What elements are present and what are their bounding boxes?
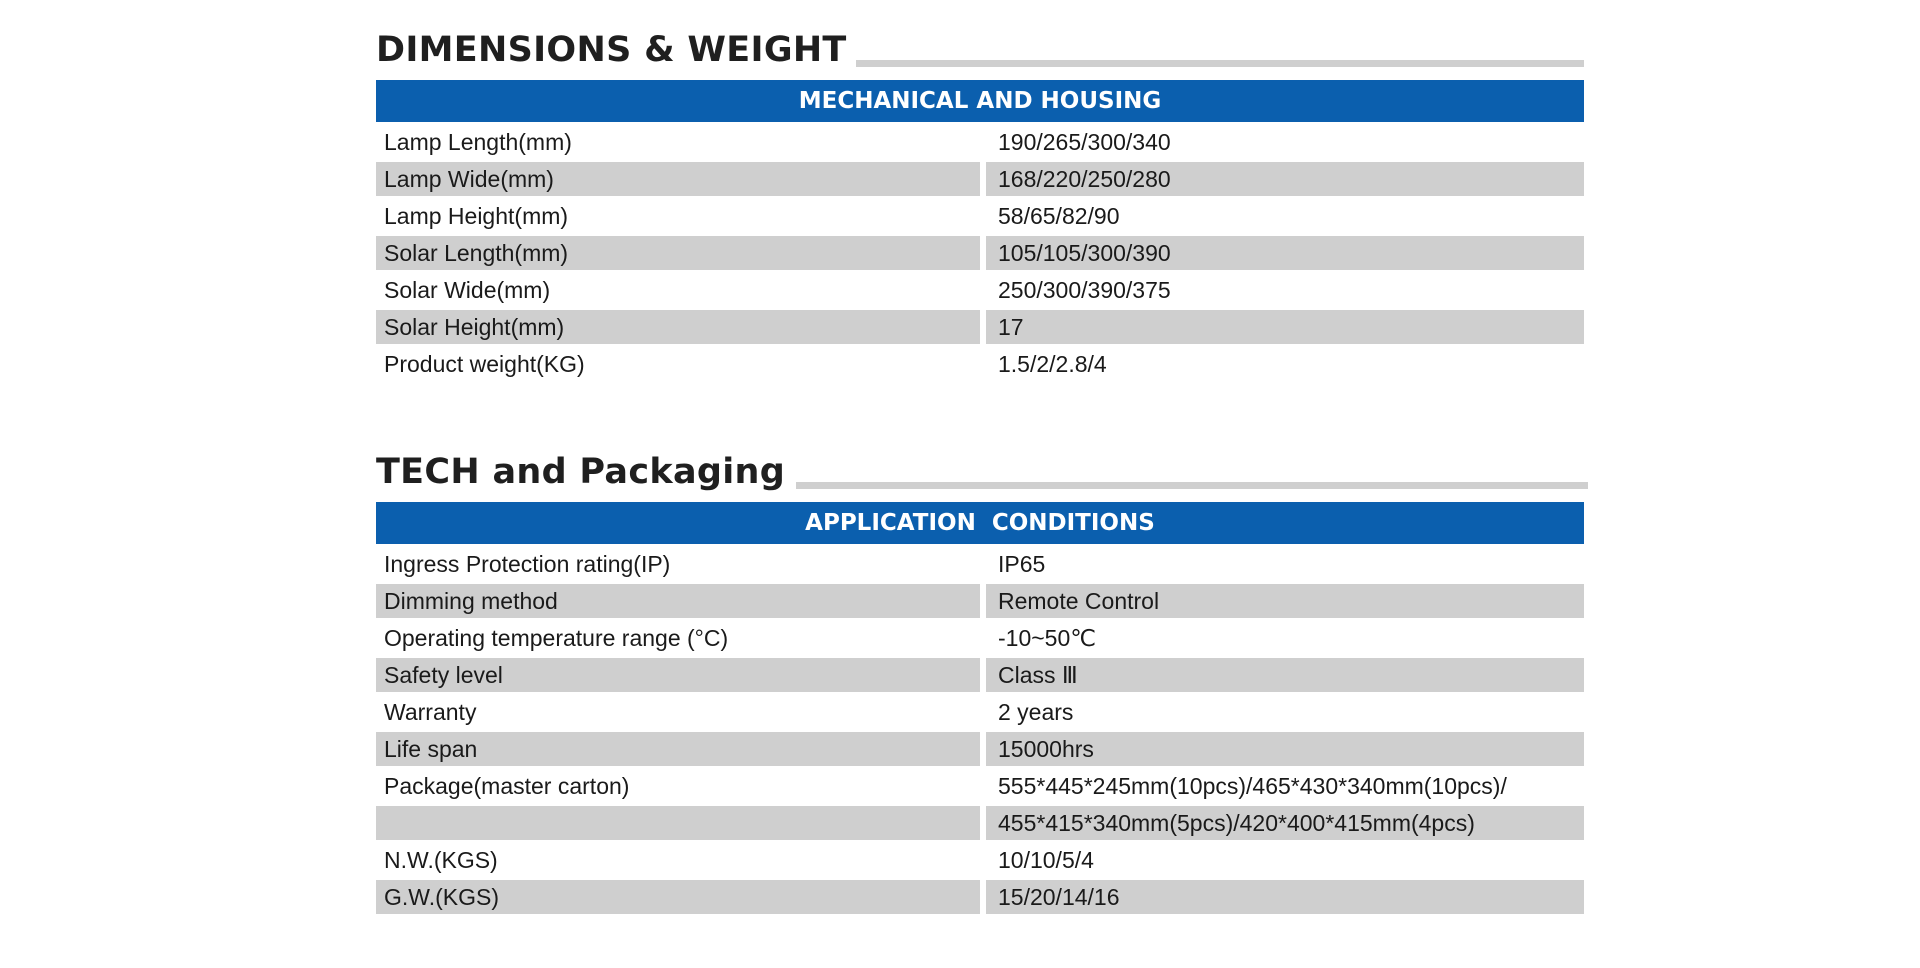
row-label: Solar Length(mm): [376, 236, 980, 270]
row-label: Safety level: [376, 658, 980, 692]
table-row: [376, 125, 1584, 159]
row-label: G.W.(KGS): [376, 880, 980, 914]
table-row: [376, 621, 1584, 655]
section-title-row: [376, 28, 1584, 72]
row-label: Life span: [376, 732, 980, 766]
row-value: 250/300/390/375: [998, 276, 1171, 303]
row-label: Lamp Wide(mm): [376, 162, 980, 196]
table-row: [376, 199, 1584, 233]
row-value: 2 years: [998, 698, 1074, 725]
row-label: Warranty: [384, 698, 477, 725]
table-row: [376, 273, 1584, 307]
table-row: [376, 769, 1584, 803]
table-row: [376, 695, 1584, 729]
row-label: Package(master carton): [384, 772, 630, 799]
row-label: N.W.(KGS): [384, 846, 498, 873]
row-value: 58/65/82/90: [998, 202, 1120, 229]
row-label: Operating temperature range (°C): [384, 624, 729, 651]
row-value: 15000hrs: [986, 732, 1584, 766]
table-row: [376, 732, 1584, 766]
tech-packaging-section: [376, 450, 1584, 917]
row-value: 555*445*245mm(10pcs)/465*430*340mm(10pcs)/: [998, 772, 1507, 799]
row-label: [376, 806, 980, 840]
row-label: Ingress Protection rating(IP): [384, 550, 671, 577]
table-row: [376, 584, 1584, 618]
section-title-row: [376, 450, 1584, 494]
row-label: Product weight(KG): [384, 350, 585, 377]
row-value: Class Ⅲ: [986, 658, 1584, 692]
section-title: TECH and Packaging: [376, 450, 793, 494]
row-value: -10~50℃: [998, 624, 1097, 651]
table-header: MECHANICAL AND HOUSING: [376, 80, 1584, 122]
table-header: APPLICATION CONDITIONS: [376, 502, 1584, 544]
title-divider-line: [856, 60, 1584, 67]
row-value: 190/265/300/340: [998, 128, 1171, 155]
row-value: 168/220/250/280: [986, 162, 1584, 196]
spec-table: [376, 125, 1584, 381]
row-label: Dimming method: [376, 584, 980, 618]
row-value: 17: [986, 310, 1584, 344]
table-row: [376, 806, 1584, 840]
spec-table: [376, 547, 1584, 914]
table-row: [376, 547, 1584, 581]
row-value: 10/10/5/4: [998, 846, 1094, 873]
row-label: Solar Height(mm): [376, 310, 980, 344]
row-value: 105/105/300/390: [986, 236, 1584, 270]
section-title: DIMENSIONS & WEIGHT: [376, 28, 855, 72]
row-value: 1.5/2/2.8/4: [998, 350, 1107, 377]
title-divider-line: [796, 482, 1588, 489]
row-label: Lamp Height(mm): [384, 202, 569, 229]
row-value: 15/20/14/16: [986, 880, 1584, 914]
table-row: [376, 162, 1584, 196]
table-row: [376, 347, 1584, 381]
table-row: [376, 310, 1584, 344]
table-row: [376, 843, 1584, 877]
table-row: [376, 880, 1584, 914]
table-row: [376, 658, 1584, 692]
table-row: [376, 236, 1584, 270]
dimensions-weight-section: [376, 28, 1584, 384]
row-value: Remote Control: [986, 584, 1584, 618]
row-label: Lamp Length(mm): [384, 128, 572, 155]
row-label: Solar Wide(mm): [384, 276, 551, 303]
row-value: 455*415*340mm(5pcs)/420*400*415mm(4pcs): [986, 806, 1584, 840]
row-value: IP65: [998, 550, 1046, 577]
